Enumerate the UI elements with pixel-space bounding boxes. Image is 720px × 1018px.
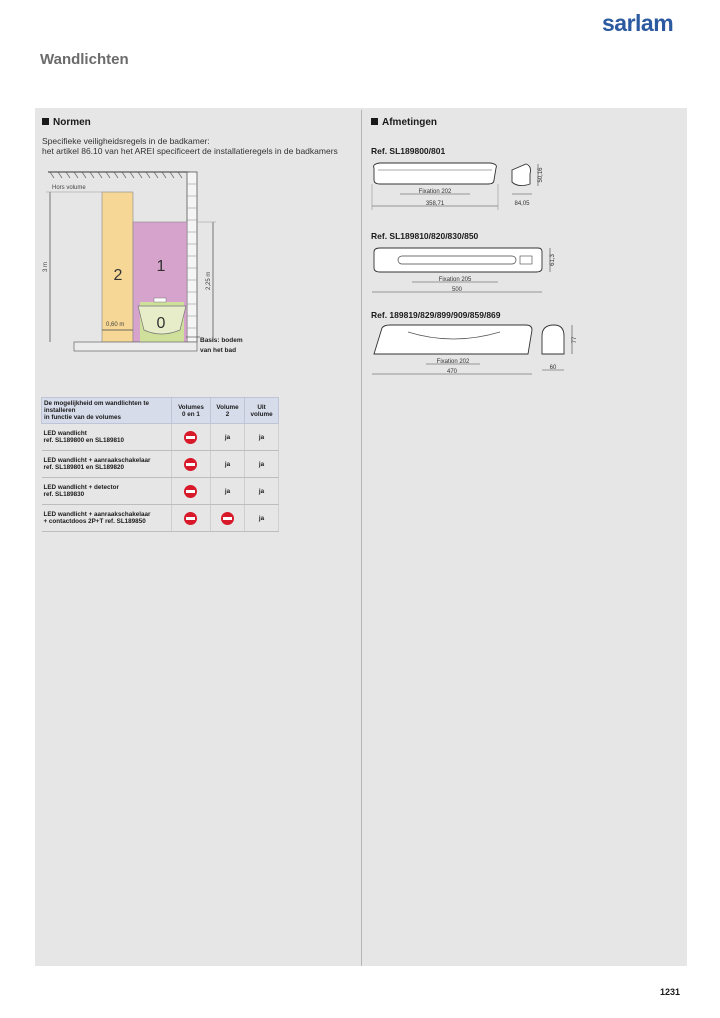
width-060-label: 0,60 m bbox=[106, 322, 125, 328]
ref3-height: 77 bbox=[572, 336, 578, 344]
page-number: 1231 bbox=[660, 987, 681, 997]
no-entry-icon bbox=[184, 512, 197, 525]
volumes-table bbox=[41, 397, 279, 532]
ref3-title: Ref. 189819/829/899/909/859/869 bbox=[371, 310, 501, 320]
table-cell: ja bbox=[210, 478, 244, 505]
ref1-depth: 84,05 bbox=[514, 201, 530, 207]
ref3-depth: 60 bbox=[549, 365, 557, 371]
page-title: Wandlichten bbox=[40, 51, 129, 68]
table-row: LED wandlicht + aanraakschakelaar + contactdoos 2P+T ref. SL189850 ja bbox=[42, 505, 279, 532]
table-cell: ja bbox=[245, 505, 279, 532]
no-entry-icon bbox=[221, 512, 234, 525]
ref1-title: Ref. SL189800/801 bbox=[371, 146, 446, 156]
ref3-length: 470 bbox=[446, 369, 458, 375]
normen-heading: Normen bbox=[42, 117, 91, 128]
ref1-length: 358,71 bbox=[425, 201, 445, 207]
table-cell: ja bbox=[245, 451, 279, 478]
table-header-vol2: Volume 2 bbox=[210, 398, 244, 424]
ref2-title: Ref. SL189810/820/830/850 bbox=[371, 231, 479, 241]
height-3m-label: 3 m bbox=[43, 261, 49, 272]
no-entry-icon bbox=[184, 458, 197, 471]
square-bullet-icon bbox=[371, 118, 378, 125]
table-header-out: Uit volume bbox=[245, 398, 279, 424]
table-cell: ja bbox=[245, 424, 279, 451]
table-cell: ja bbox=[210, 451, 244, 478]
table-cell: ja bbox=[210, 424, 244, 451]
no-entry-icon bbox=[184, 431, 197, 444]
hors-volume-label: Hors volume bbox=[52, 185, 86, 191]
table-row: LED wandlicht + aanraakschakelaar ref. SL189801 en SL189820 ja ja bbox=[42, 451, 279, 478]
zone-1-label: 1 bbox=[156, 258, 166, 275]
bathroom-volumes-diagram bbox=[40, 170, 260, 360]
no-entry-icon bbox=[184, 485, 197, 498]
zone-2-label: 2 bbox=[113, 267, 123, 284]
ref1-height: 50,16 bbox=[538, 167, 544, 183]
table-row: LED wandlicht + detector ref. SL189830 ja ja bbox=[42, 478, 279, 505]
basis-label-2: van het bad bbox=[200, 347, 237, 354]
ref3-dimension-drawing bbox=[368, 322, 588, 378]
ref2-dimension-drawing bbox=[368, 244, 568, 296]
table-header-title: De mogelijkheid om wandlichten te installeren in functie van de volumes bbox=[42, 398, 172, 424]
ref1-dimension-drawing bbox=[368, 160, 548, 216]
afmetingen-heading: Afmetingen bbox=[371, 117, 437, 128]
column-divider bbox=[361, 110, 362, 966]
basis-label-1: Basis: bodem bbox=[200, 337, 243, 344]
ref3-fixation: Fixation 202 bbox=[436, 359, 470, 365]
brand-logo: sarlam bbox=[602, 10, 674, 36]
height-225-label: 2,25 m bbox=[206, 271, 212, 290]
ref2-length: 500 bbox=[451, 287, 463, 293]
normen-intro: Specifieke veiligheidsregels in de badkamer: het artikel 86.10 van het AREI specificeert de installatieregels in de badkamers bbox=[42, 136, 338, 156]
ref2-fixation: Fixation 205 bbox=[438, 277, 472, 283]
ref1-fixation: Fixation 202 bbox=[418, 189, 452, 195]
zone-0-label: 0 bbox=[156, 315, 166, 332]
square-bullet-icon bbox=[42, 118, 49, 125]
table-header-vol01: Volumes 0 en 1 bbox=[172, 398, 211, 424]
ref2-height: 61,3 bbox=[550, 254, 556, 266]
table-row: LED wandlicht ref. SL189800 en SL189810 ja ja bbox=[42, 424, 279, 451]
table-cell: ja bbox=[245, 478, 279, 505]
